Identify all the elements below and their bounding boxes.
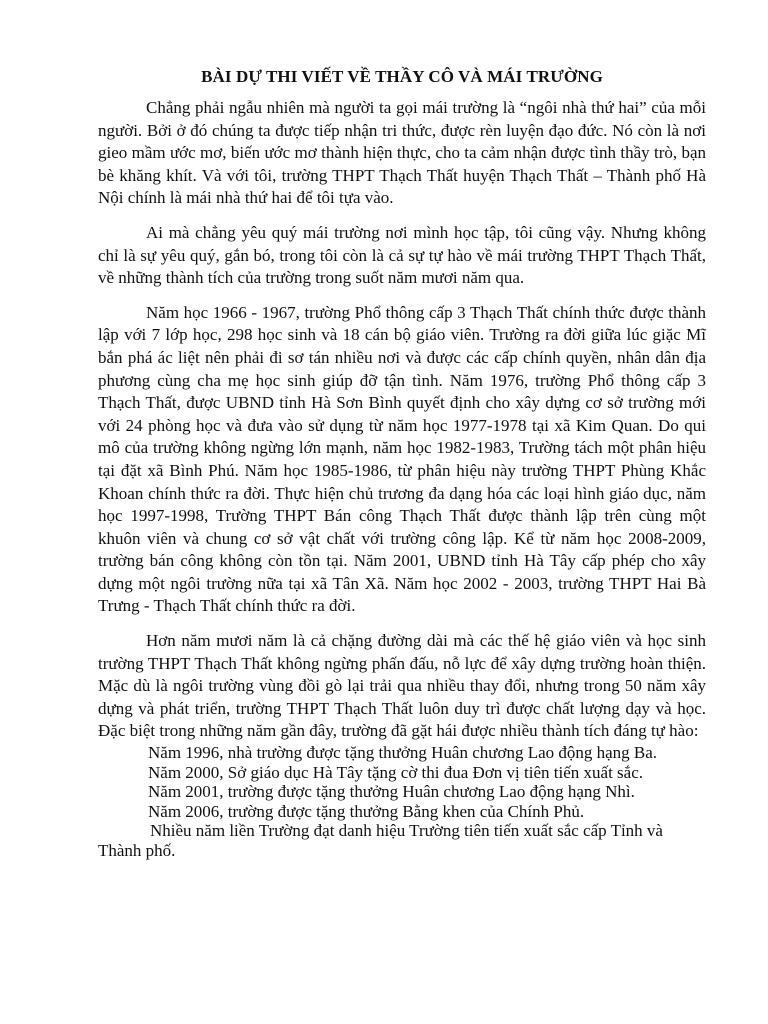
achievement-item: Năm 2000, Sở giáo dục Hà Tây tặng cờ thi đua Đơn vị tiên tiến xuất sắc.	[148, 762, 643, 782]
paragraph-pride: Ai mà chẳng yêu quý mái trường nơi mình học tập, tôi cũng vậy. Nhưng không chỉ là sự yêu quý, gắn bó, trong tôi còn là cả sự tự hào về mái trường THPT Thạch Thất, về những thành tích của trường trong suốt năm mươi năm qua.	[98, 222, 706, 288]
paragraph-achievements-intro: Hơn năm mươi năm là cả chặng đường dài mà các thế hệ giáo viên và học sinh trường THPT Thạch Thất không ngừng phấn đấu, nỗ lực để xây dựng trường hoàn thiện. Mặc dù là ngôi trường vùng đồi gò lại trải qua nhiều thay đổi, nhưng trong 50 năm xây dựng và phát triển, trường THPT Thạch Thất luôn duy trì được chất lượng dạy và học. Đặc biệt trong những năm gần đây, trường đã gặt hái được nhiều thành tích đáng tự hào:	[98, 631, 706, 741]
achievement-item: Năm 2006, trường được tặng thưởng Bằng khen của Chính Phủ.	[148, 801, 585, 821]
achievement-item: Năm 1996, nhà trường được tặng thưởng Huân chương Lao động hạng Ba.	[148, 743, 658, 763]
paragraph-history: Năm học 1966 - 1967, trường Phổ thông cấp 3 Thạch Thất chính thức được thành lập với 7 lớp học, 298 học sinh và 18 cán bộ giáo viên. Trường ra đời giữa lúc giặc Mĩ bắn phá ác liệt nên phải đi sơ tán nhiều nơi và được các cấp chính quyền, nhân dân địa phương cùng cha mẹ học sinh giúp đỡ tận tình. Năm 1976, trường Phổ thông cấp 3 Thạch Thất, được UBND tỉnh Hà Sơn Bình quyết định cho xây dựng cơ sở trường mới với 24 phòng học và đưa vào sử dụng từ năm học 1977-1978 tại xã Kim Quan. Do qui mô của trường không ngừng lớn mạnh, năm học 1982-1983, Trường tách một phân hiệu tại đặt xã Bình Phú. Năm học 1985-1986, từ phân hiệu này trường THPT Phùng Khắc Khoan chính thức ra đời. Thực hiện chủ trương đa dạng hóa các loại hình giáo dục, năm học 1997-1998, Trường THPT Bán công Thạch Thất được thành lập trên cùng một khuôn viên và chung cơ sở vật chất với trường công lập. Kể từ năm học 2008-2009, trường bán công không còn tồn tại. Năm 2001, UBND tỉnh Hà Tây cấp phép cho xây dựng một ngôi trường nữa tại xã Tân Xã. Năm học 2002 - 2003, trường THPT Hai Bà Trưng - Thạch Thất chính thức ra đời.	[98, 302, 706, 616]
achievements-list	[98, 743, 706, 861]
document-title: BÀI DỰ THI VIẾT VỀ THẦY CÔ VÀ MÁI TRƯỜNG	[201, 67, 603, 86]
paragraph-intro: Chẳng phải ngẫu nhiên mà người ta gọi mái trường là “ngôi nhà thứ hai” của mỗi người. Bởi ở đó chúng ta được tiếp nhận tri thức, được rèn luyện đạo đức. Nó còn là nơi gieo mầm ước mơ, biến ước mơ thành hiện thực, cho ta cảm nhận được tình thầy trò, bạn bè khăng khít. Và với tôi, trường THPT Thạch Thất huyện Thạch Thất – Thành phố Hà Nội chính là mái nhà thứ hai để tôi tựa vào.	[98, 98, 706, 208]
achievement-item: Năm 2001, trường được tặng thưởng Huân chương Lao động hạng Nhì.	[148, 782, 635, 802]
achievement-item: Nhiều năm liền Trường đạt danh hiệu Trường tiên tiến xuất sắc cấp Tỉnh và Thành phố.	[98, 821, 663, 860]
